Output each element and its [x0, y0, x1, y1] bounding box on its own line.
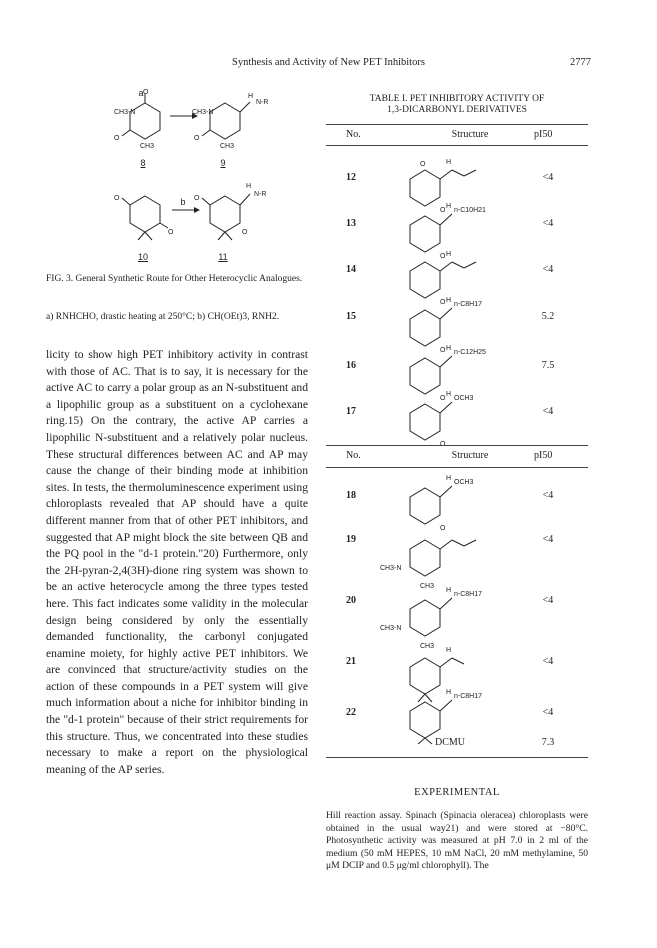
structure-19 [380, 540, 476, 590]
svg-text:H: H [446, 203, 452, 210]
table-rule-bottom [326, 757, 588, 758]
svg-text:N-R: N-R [254, 191, 267, 198]
table-row-no: 19 [346, 534, 356, 545]
dcmu-label: DCMU [434, 737, 465, 748]
table-row-value: <4 [542, 490, 554, 501]
compound-9-label: 9 [220, 158, 226, 168]
svg-text:H: H [446, 689, 452, 696]
structure-8 [114, 89, 160, 150]
table-row-no: 17 [346, 406, 356, 417]
svg-text:N-R: N-R [256, 99, 269, 106]
page-number: 2777 [570, 57, 591, 68]
svg-text:CH3-N: CH3-N [114, 109, 136, 116]
svg-text:CH3: CH3 [220, 143, 235, 150]
svg-text:O: O [440, 347, 446, 354]
svg-text:CH3-N: CH3-N [192, 109, 214, 116]
table-row-value: <4 [542, 264, 554, 275]
svg-text:O: O [242, 229, 248, 236]
structure-18 [410, 475, 474, 532]
table-row-no: 15 [346, 311, 356, 322]
table-header-no: No. [346, 450, 361, 461]
experimental-heading: EXPERIMENTAL [414, 787, 500, 798]
svg-text:H: H [446, 297, 452, 304]
synthesis-scheme [100, 88, 300, 268]
svg-text:H: H [248, 93, 254, 100]
svg-text:O: O [168, 229, 174, 236]
svg-text:O: O [440, 207, 446, 214]
svg-text:O: O [194, 195, 200, 202]
table-rule-top [326, 124, 588, 125]
substituent-15: n-C8H17 [454, 301, 483, 308]
table-title-line2: 1,3-DICARBONYL DERIVATIVES [387, 105, 527, 115]
experimental-text: Hill reaction assay. Spinach (Spinacia oleracea) chloroplasts were obtained in the usual way21) and were stored at −80°C. Photosynthetic activity was measured at pH 7.0 in 2 ml of the medium (50 mM HEPES, 10 mM NaCl, 20 mM methylamine, 50 μM DCIP and 0.5 μg/ml chlorophyll). The [326, 810, 588, 872]
structure-10 [114, 195, 174, 240]
substituent-16: n-C12H25 [454, 349, 486, 356]
table-header-structure: Structure [451, 450, 489, 461]
table-row-no: 20 [346, 595, 356, 606]
structure-12 [410, 159, 476, 214]
compound-11-label: 11 [218, 252, 228, 262]
body-paragraph: licity to show high PET inhibitory activity in contrast with those of AC. That is to say, it is necessary for the active AC to carry a polar group as an N-substituent and a lipophilic group as a substituent on a cyclohexane ring.15) On the contrary, the active AP carries a lipophilic N-substituent and a relatively polar nucleus. These structural differences between AC and AP may cause the change of their binding mode at inhibition sites. In tests, the thermoluminescence experiment using chloroplasts revealed that AP should have a quite different manner from that of other PET inhibitors, and suggested that AP might block the site between QB and the PQ pool in the "d-1 protein."20) Furthermore, only the 2H-pyran-2,4(3H)-dione ring system was shown to be an active heterocycle among the three types tested here. This fact indicates some validity in the molecular design being considered by only the essentially demanded functionality, the carbonyl conjugated enamine moiety, for highly active PET inhibitors. We are convinced that structure/activity studies on the action of these compounds in a PET system will give much information about a niche for inhibitor binding in the "d-1 protein" because of their strict requirements for this structure. Thus, we concentrated into these studies necessary to make a report on the physiological meaning of the AP series. [46, 348, 308, 776]
svg-text:H: H [446, 345, 452, 352]
svg-text:H: H [446, 475, 452, 482]
substituent-17: OCH3 [454, 395, 474, 402]
table-title [326, 94, 588, 116]
table-header-pi50: pI50 [534, 129, 553, 140]
svg-text:O: O [440, 441, 446, 448]
svg-text:O: O [420, 161, 426, 168]
table-row-value: 7.5 [541, 360, 555, 371]
table-row-no: 12 [346, 172, 356, 183]
svg-text:O: O [194, 135, 200, 142]
table-row-value: 5.2 [541, 311, 555, 322]
table-row-value: <4 [542, 707, 554, 718]
figure-caption-notes: a) RNHCHO, drastic heating at 250°C; b) CH(OEt)3, RNH2. [46, 312, 280, 322]
substituent-20: n-C8H17 [454, 591, 483, 598]
table-row-no: 18 [346, 490, 356, 501]
table-rule-mid [326, 445, 588, 446]
compound-8-label: 8 [140, 158, 146, 168]
svg-text:H: H [446, 587, 452, 594]
svg-text:O: O [114, 195, 120, 202]
table-row-no: 21 [346, 656, 356, 667]
structure-9 [192, 93, 268, 150]
compound-10-label: 10 [137, 252, 148, 262]
table-row-no: 22 [346, 707, 356, 718]
structure-11 [194, 183, 266, 240]
table-header-structure: Structure [451, 129, 489, 140]
svg-text:H: H [246, 183, 252, 190]
svg-text:O: O [440, 253, 446, 260]
table-structures-part1 [400, 150, 510, 448]
svg-text:CH3-N: CH3-N [380, 565, 402, 572]
figure-caption-title: FIG. 3. General Synthetic Route for Other Heterocyclic Analogues. [46, 274, 303, 284]
svg-text:O: O [440, 395, 446, 402]
substituent-18: OCH3 [454, 479, 474, 486]
running-title: Synthesis and Activity of New PET Inhibitors [232, 57, 425, 68]
table-rule-header [326, 467, 588, 468]
table-row-value: <4 [542, 595, 554, 606]
svg-text:O: O [440, 525, 446, 532]
table-title-line1: TABLE I. PET INHIBITORY ACTIVITY OF [369, 94, 545, 104]
structure-20 [380, 587, 482, 650]
table-row-value: <4 [542, 218, 554, 229]
table-rule-header [326, 145, 588, 146]
table-row-value: <4 [542, 656, 554, 667]
svg-text:CH3: CH3 [140, 143, 155, 150]
table-row-no: 16 [346, 360, 356, 371]
reagent-a: a [138, 88, 144, 98]
table-header-pi50: pI50 [534, 450, 553, 461]
svg-text:CH3: CH3 [420, 643, 435, 650]
table-row-no: 13 [346, 218, 356, 229]
dcmu-value: 7.3 [541, 737, 555, 748]
table-row-value: <4 [542, 172, 554, 183]
svg-text:CH3-N: CH3-N [380, 625, 402, 632]
substituent-13: n-C10H21 [454, 207, 486, 214]
svg-text:H: H [446, 251, 452, 258]
svg-text:O: O [114, 135, 120, 142]
table-header-no: No. [346, 129, 361, 140]
svg-text:O: O [143, 89, 149, 96]
table-structures-part2 [380, 470, 520, 740]
svg-text:H: H [446, 647, 452, 654]
svg-text:CH3: CH3 [420, 583, 435, 590]
reagent-b: b [180, 197, 186, 207]
svg-text:O: O [440, 299, 446, 306]
table-row-no: 14 [346, 264, 356, 275]
table-row-value: <4 [542, 534, 554, 545]
svg-text:H: H [446, 391, 452, 398]
table-row-value: <4 [542, 406, 554, 417]
substituent-22: n-C8H17 [454, 693, 483, 700]
svg-text:H: H [446, 159, 452, 166]
structure-22 [410, 689, 482, 744]
